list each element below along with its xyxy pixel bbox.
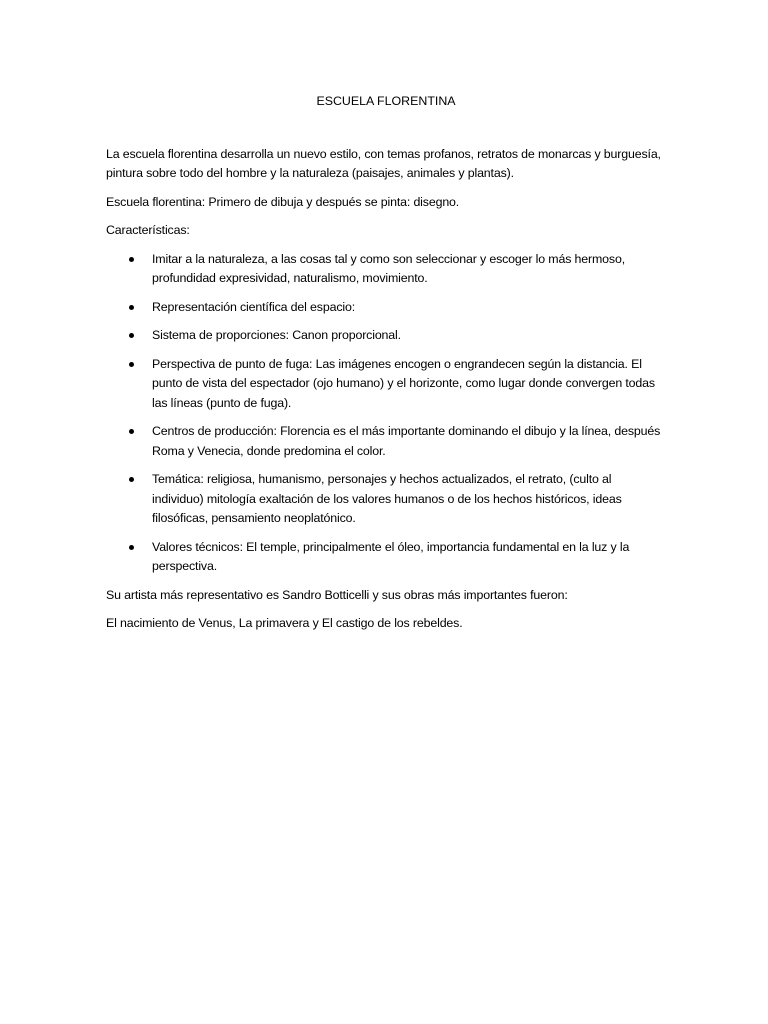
document-body [106,92,666,643]
artist-paragraph: Su artista más representativo es Sandro Botticelli y sus obras más importantes fueron: [106,587,568,602]
bullet-icon [129,333,134,338]
intro-paragraph: La escuela florentina desarrolla un nuevo estilo, con temas profanos, retratos de monarcas y burguesía, pintura sobre todo del hombre y la naturaleza (paisajes, animales y plantas). [106,146,661,180]
list-item-text: Representación científica del espacio: [152,299,355,314]
list-item-text: Sistema de proporciones: Canon proporcional. [152,328,401,342]
list-item [106,422,666,461]
list-item [106,538,666,577]
page-title: ESCUELA FLORENTINA [316,94,456,108]
list-item-text: Centros de producción: Florencia es el más importante dominando el dibujo y la línea, después Roma y Venecia, donde predomina el color. [152,424,661,458]
list-item-text: Perspectiva de punto de fuga: Las imágenes encogen o engrandecen según la distancia. El punto de vista del espectador (ojo humano) y el horizonte, como lugar donde convergen todas las líneas (punto de fuga). [152,356,655,410]
list-item-text: Imitar a la naturaleza, a las cosas tal y como son seleccionar y escoger lo más hermoso, profundidad expresividad, naturalismo, movimiento. [152,251,626,285]
characteristics-list [106,250,666,577]
list-item [106,326,666,346]
list-item [106,250,666,289]
characteristics-heading: Características: [106,223,190,237]
list-item [106,355,666,414]
list-item [106,470,666,529]
works-paragraph: El nacimiento de Venus, La primavera y El castigo de los rebeldes. [106,616,463,630]
list-item [106,298,666,318]
definition-paragraph: Escuela florentina: Primero de dibuja y después se pinta: disegno. [106,194,460,209]
bullet-icon [129,305,134,310]
bullet-icon [129,429,134,434]
bullet-icon [129,477,134,482]
list-item-text: Temática: religiosa, humanismo, personajes y hechos actualizados, el retrato, (culto al individuo) mitología exaltación de los valores humanos o de los hechos históricos, ideas filosóficas, pensamiento neoplatónico. [152,472,622,525]
bullet-icon [129,545,134,550]
bullet-icon [129,257,134,262]
list-item-text: Valores técnicos: El temple, principalmente el óleo, importancia fundamental en la luz y la perspectiva. [152,539,630,573]
bullet-icon [129,362,134,367]
